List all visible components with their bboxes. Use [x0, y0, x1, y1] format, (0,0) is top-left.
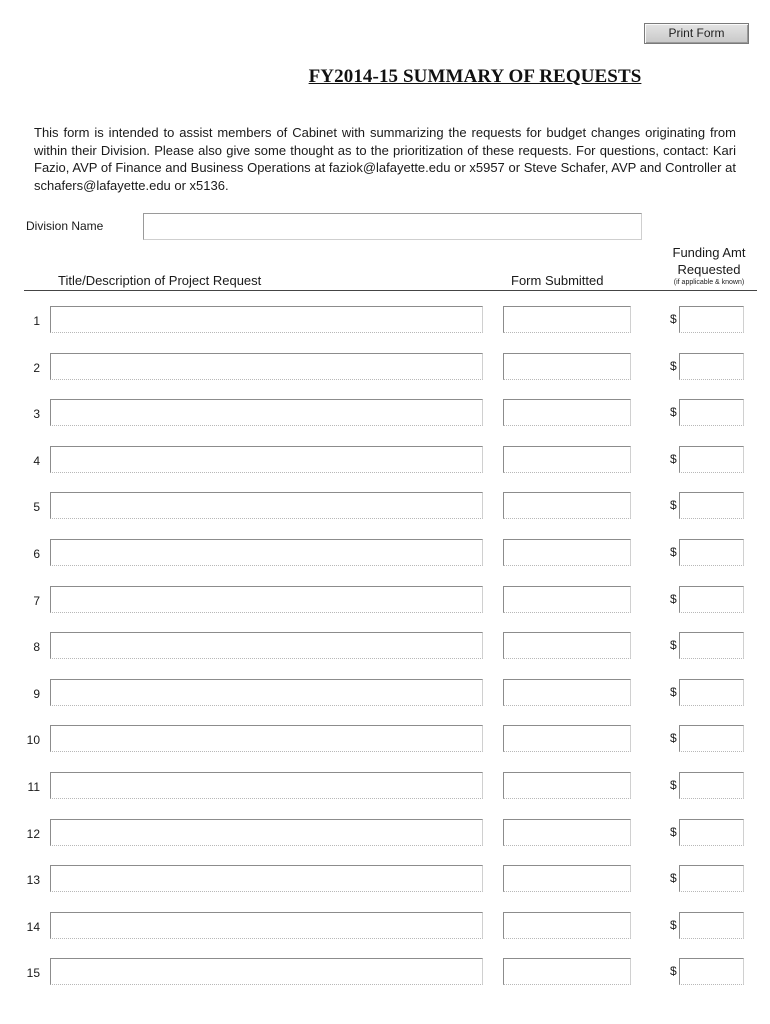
- project-title-input[interactable]: [50, 819, 483, 846]
- request-row: [0, 306, 770, 336]
- project-title-input[interactable]: [50, 353, 483, 380]
- funding-amount-input[interactable]: [679, 492, 744, 519]
- dollar-sign: $: [670, 731, 677, 746]
- funding-amount-input[interactable]: [679, 958, 744, 985]
- funding-amount-input[interactable]: [679, 353, 744, 380]
- funding-amount-input[interactable]: [679, 586, 744, 613]
- project-title-input[interactable]: [50, 865, 483, 892]
- request-row: [0, 353, 770, 383]
- form-submitted-input[interactable]: [503, 586, 631, 613]
- column-header-title: Title/Description of Project Request: [58, 273, 262, 288]
- project-title-input[interactable]: [50, 679, 483, 706]
- page-title: FY2014-15 SUMMARY OF REQUESTS: [308, 66, 642, 87]
- dollar-sign: $: [670, 312, 677, 326]
- project-title-input[interactable]: [50, 306, 483, 333]
- row-number: 14: [26, 919, 40, 934]
- form-submitted-input[interactable]: [503, 819, 631, 846]
- dollar-sign: $: [670, 591, 677, 606]
- form-submitted-input[interactable]: [503, 865, 631, 892]
- request-row: [0, 725, 770, 755]
- form-submitted-input[interactable]: [503, 399, 631, 426]
- form-submitted-input[interactable]: [503, 958, 631, 985]
- form-submitted-input[interactable]: [503, 353, 631, 380]
- row-number: 15: [26, 966, 40, 981]
- request-row: [0, 865, 770, 895]
- row-number: 8: [33, 640, 40, 655]
- project-title-input[interactable]: [50, 632, 483, 659]
- row-number: 7: [33, 593, 40, 608]
- row-number: 13: [26, 873, 40, 888]
- dollar-sign: $: [670, 405, 677, 420]
- row-number: 6: [33, 547, 40, 561]
- column-header-funding-note: (if applicable & known): [673, 279, 745, 286]
- form-submitted-input[interactable]: [503, 772, 631, 799]
- funding-amount-input[interactable]: [679, 725, 744, 752]
- project-title-input[interactable]: [50, 725, 483, 752]
- print-form-button[interactable]: Print Form: [644, 23, 749, 44]
- row-number: 4: [33, 453, 40, 468]
- row-number: 3: [33, 407, 40, 422]
- funding-amount-input[interactable]: [679, 399, 744, 426]
- row-number: 1: [33, 314, 40, 328]
- dollar-sign: $: [670, 358, 677, 373]
- dollar-sign: $: [670, 451, 677, 466]
- dollar-sign: $: [670, 498, 677, 513]
- dollar-sign: $: [670, 871, 677, 886]
- division-name-label: Division Name: [26, 219, 104, 233]
- intro-paragraph: This form is intended to assist members of Cabinet with summarizing the requests for budget changes originating from within their Division. Please also give some thought as to the prioritization of these requests. For questions, contact: Kari Fazio, AVP of Finance and Business Operations at faziok@lafayette.edu or x5957 or Steve Schafer, AVP and Controller at schafers@lafayette.edu or x5136.: [34, 125, 736, 193]
- form-submitted-input[interactable]: [503, 632, 631, 659]
- funding-amount-input[interactable]: [679, 865, 744, 892]
- request-row: [0, 539, 770, 569]
- dollar-sign: $: [670, 778, 677, 792]
- request-row: [0, 958, 770, 988]
- funding-amount-input[interactable]: [679, 912, 744, 939]
- form-submitted-input[interactable]: [503, 679, 631, 706]
- request-row: [0, 632, 770, 662]
- form-submitted-input[interactable]: [503, 725, 631, 752]
- row-number: 12: [26, 826, 40, 841]
- dollar-sign: $: [670, 824, 677, 839]
- project-title-input[interactable]: [50, 492, 483, 519]
- row-number: 9: [33, 686, 40, 701]
- request-row: [0, 446, 770, 476]
- project-title-input[interactable]: [50, 539, 483, 566]
- dollar-sign: $: [670, 545, 677, 559]
- project-title-input[interactable]: [50, 912, 483, 939]
- form-submitted-input[interactable]: [503, 306, 631, 333]
- column-header-form-submitted: Form Submitted: [511, 273, 604, 288]
- form-submitted-input[interactable]: [503, 539, 631, 566]
- row-number: 11: [27, 780, 40, 794]
- form-submitted-input[interactable]: [503, 492, 631, 519]
- dollar-sign: $: [670, 964, 677, 979]
- row-number: 2: [33, 360, 40, 375]
- funding-amount-input[interactable]: [679, 819, 744, 846]
- form-submitted-input[interactable]: [503, 912, 631, 939]
- request-row: [0, 492, 770, 522]
- funding-amount-input[interactable]: [679, 772, 744, 799]
- project-title-input[interactable]: [50, 399, 483, 426]
- column-header-funding-amount-line2: Requested: [677, 262, 741, 277]
- request-row: [0, 679, 770, 709]
- dollar-sign: $: [670, 684, 677, 699]
- funding-amount-input[interactable]: [679, 539, 744, 566]
- project-title-input[interactable]: [50, 446, 483, 473]
- row-number: 10: [26, 733, 40, 748]
- request-row: [0, 399, 770, 429]
- funding-amount-input[interactable]: [679, 306, 744, 333]
- dollar-sign: $: [670, 638, 677, 653]
- request-row: [0, 772, 770, 802]
- request-row: [0, 819, 770, 849]
- request-row: [0, 586, 770, 616]
- funding-amount-input[interactable]: [679, 632, 744, 659]
- request-row: [0, 912, 770, 942]
- funding-amount-input[interactable]: [679, 679, 744, 706]
- dollar-sign: $: [670, 917, 677, 932]
- column-header-funding-amount: [664, 244, 754, 278]
- funding-amount-input[interactable]: [679, 446, 744, 473]
- project-title-input[interactable]: [50, 958, 483, 985]
- form-submitted-input[interactable]: [503, 446, 631, 473]
- row-number: 5: [33, 500, 40, 515]
- project-title-input[interactable]: [50, 586, 483, 613]
- division-name-input[interactable]: [143, 213, 642, 240]
- header-divider: [24, 290, 757, 291]
- column-header-funding-amount-line1: Funding Amt: [672, 245, 746, 260]
- project-title-input[interactable]: [50, 772, 483, 799]
